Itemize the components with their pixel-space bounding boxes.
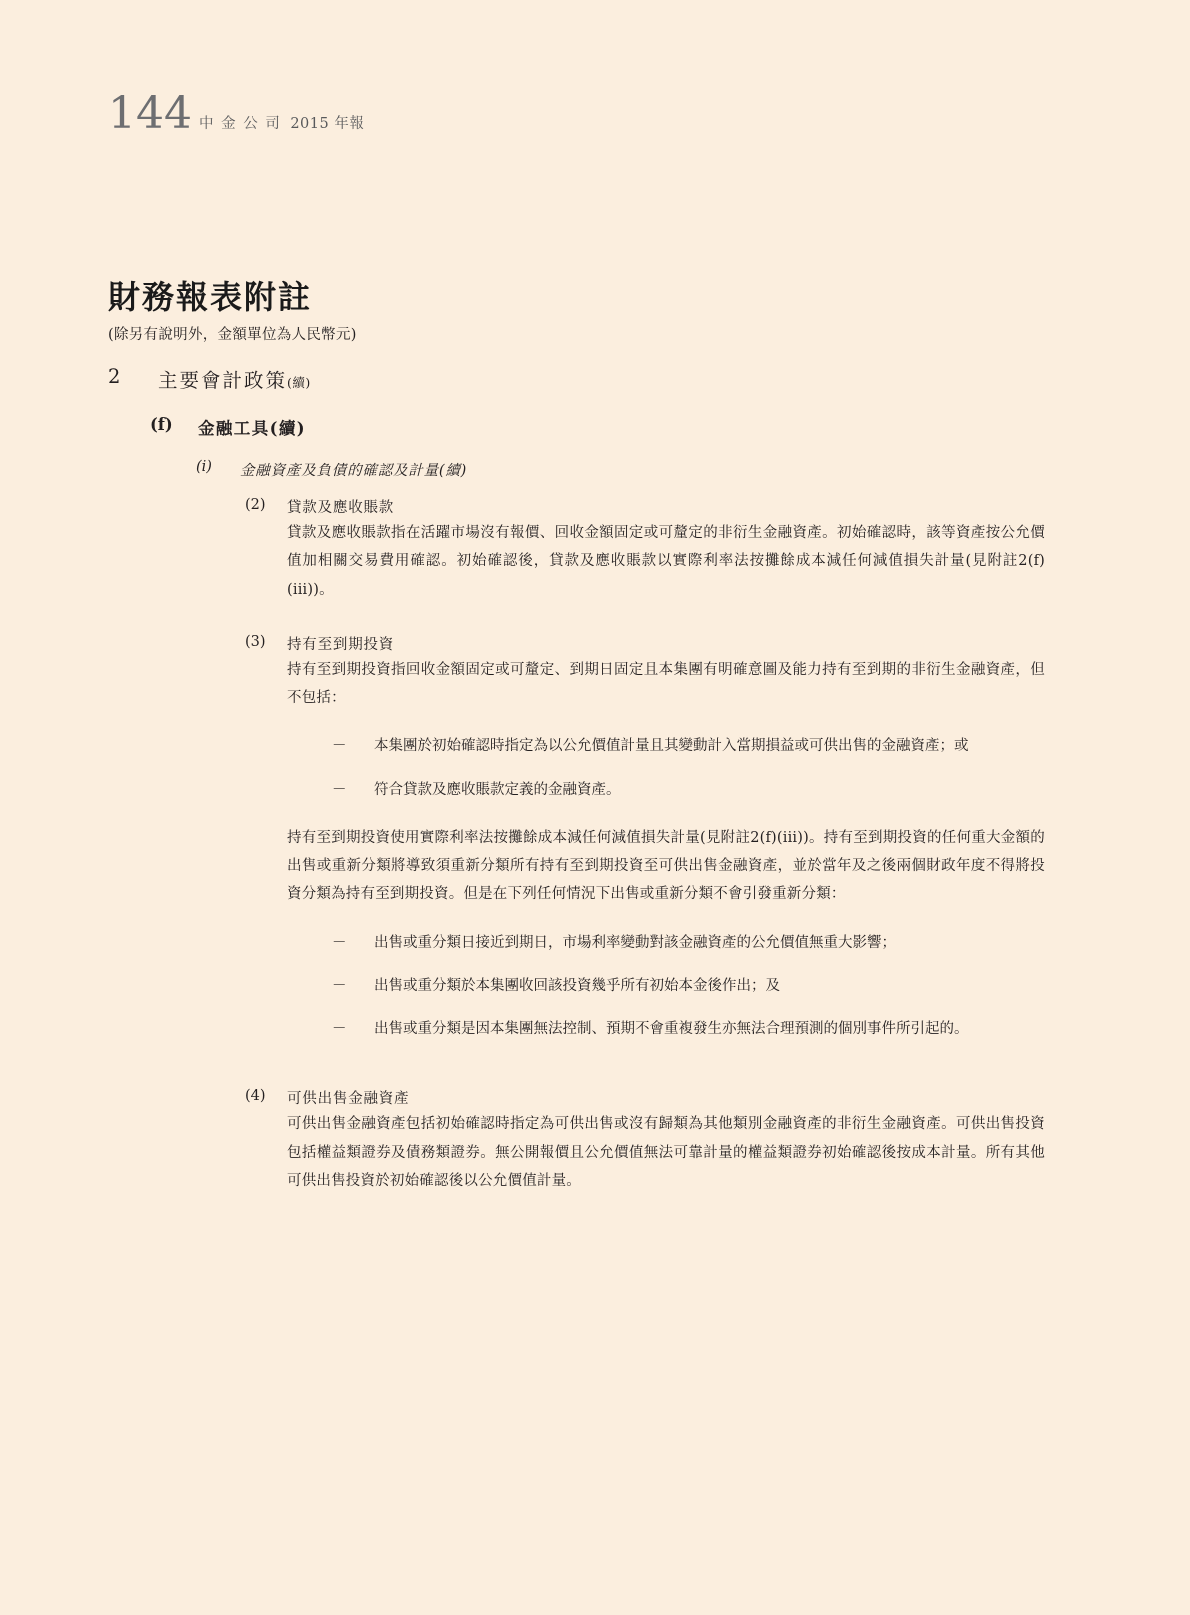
item-heading: 可供出售金融資產 — [287, 1091, 410, 1108]
item-paragraph: 可供出售金融資產包括初始確認時指定為可供出售或沒有歸類為其他類別金融資產的非衍生金融資產。可供出售投資包括權益類證券及債務類證券。無公開報價且公允價值無法可靠計量的權益類證券初始確認後按成本計量。所有其他可供出售投資於初始確認後以公允價值計量。 — [287, 1116, 1045, 1189]
section-heading-2 — [108, 365, 1190, 393]
list-item — [245, 496, 1045, 604]
list-item — [245, 1087, 1045, 1195]
item-heading: 持有至到期投資 — [287, 636, 395, 653]
item-paragraph: 持有至到期投資指回收金額固定或可釐定、到期日固定且本集團有明確意圖及能力持有至到期的非衍生金融資產，但不包括： — [287, 661, 1045, 707]
bullet-item — [332, 732, 1045, 760]
section-number: 2 — [108, 365, 121, 388]
bullet-item — [332, 972, 1045, 1000]
dash-icon: － — [332, 934, 347, 951]
subsection-f-label: (f) — [150, 415, 173, 434]
subsection-i-title: 金融資產及負債的確認及計量 — [240, 463, 439, 479]
dash-icon: － — [332, 977, 347, 994]
bullet-item — [332, 776, 1045, 804]
item-paragraph: 貸款及應收賬款指在活躍市場沒有報價、回收金額固定或可釐定的非衍生金融資產。初始確認時，該等資產按公允價值加相關交易費用確認。初始確認後，貸款及應收賬款以實際利率法按攤餘成本減任何減值損失計量(見附註2(f)(iii))。 — [287, 525, 1045, 598]
subsection-heading-i — [196, 459, 1190, 480]
subsection-f-continued: (續) — [269, 419, 306, 438]
list-item — [245, 633, 1045, 1059]
dash-icon: － — [332, 1021, 347, 1038]
subsection-heading-f — [150, 415, 1190, 439]
bullet-list-reclassification — [332, 929, 1045, 1044]
bullet-text: 出售或重分類於本集團收回該投資幾乎所有初始本金後作出；及 — [374, 977, 780, 994]
section-continued: (續) — [287, 375, 311, 390]
bullet-text: 符合貸款及應收賬款定義的金融資產。 — [374, 781, 621, 798]
bullet-list-exclusions — [332, 732, 1045, 804]
subsection-f-title: 金融工具 — [198, 419, 270, 438]
dash-icon: － — [332, 781, 347, 798]
subsection-i-continued: (續) — [438, 463, 468, 479]
bullet-item — [332, 929, 1045, 957]
page-subtitle: (除另有說明外，金額單位為人民幣元) — [108, 327, 357, 343]
bullet-text: 出售或重分類是因本集團無法控制、預期不會重複發生亦無法合理預測的個別事件所引起的。 — [374, 1021, 969, 1038]
bullet-text: 本集團於初始確認時指定為以公允價值計量且其變動計入當期損益或可供出售的金融資產；或 — [374, 738, 969, 755]
section-title: 主要會計政策 — [158, 369, 288, 392]
paragraph-after-bullets: 持有至到期投資使用實際利率法按攤餘成本減任何減值損失計量(見附註2(f)(iii))。持有至到期投資的任何重大金額的出售或重新分類將導致須重新分類所有持有至到期投資至可供出售金融資產，並於當年及之後兩個財政年度不得將投資分類為持有至到期投資。但是在下列任何情況下出售或重新分類不會引發重新分類： — [287, 829, 1045, 903]
bullet-item — [332, 1015, 1045, 1043]
document-body — [0, 365, 1190, 1212]
subsection-i-label: (i) — [196, 459, 212, 475]
item-number: (3) — [245, 633, 266, 650]
dash-icon: － — [332, 738, 347, 755]
page-header — [108, 88, 365, 139]
bullet-text: 出售或重分類日接近到期日，市場利率變動對該金融資產的公允價值無重大影響； — [374, 934, 896, 951]
item-number: (2) — [245, 497, 266, 513]
header-year-report: 2015 年報 — [290, 116, 365, 132]
page-title: 財務報表附註 — [108, 278, 313, 316]
item-number: (4) — [245, 1088, 266, 1105]
header-company-name: 中 金 公 司 — [198, 116, 282, 132]
page-number: 144 — [108, 88, 192, 139]
item-heading: 貸款及應收賬款 — [287, 500, 395, 516]
